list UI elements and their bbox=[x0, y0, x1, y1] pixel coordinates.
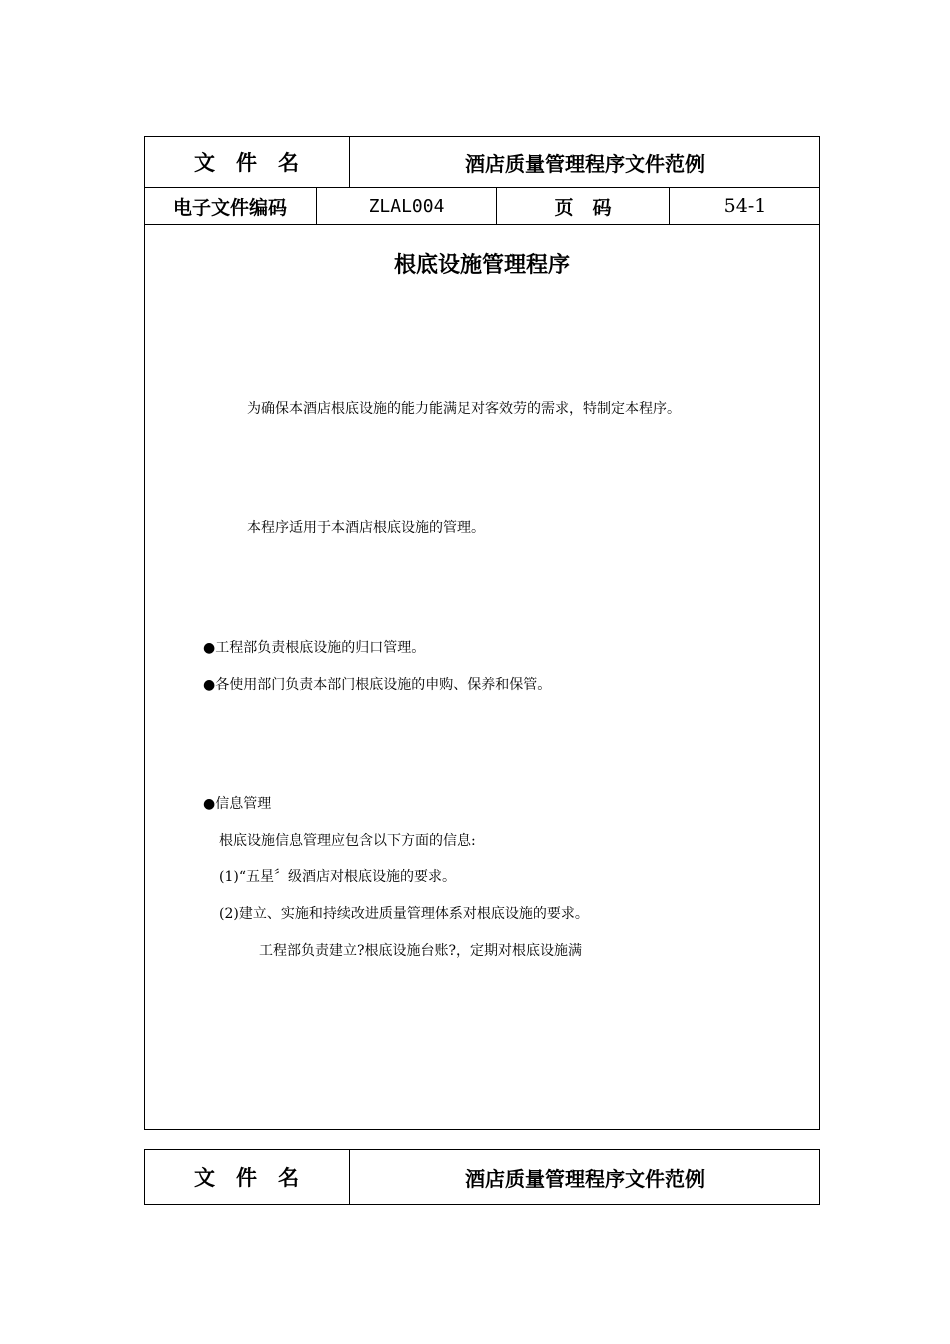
next-file-name-label: 文 件 名 bbox=[194, 1166, 299, 1190]
file-name-label: 文 件 名 bbox=[194, 151, 299, 175]
code-value: ZLAL004 bbox=[368, 195, 445, 217]
page-frame bbox=[144, 136, 820, 1130]
file-name-value: 酒店质量管理程序文件范例 bbox=[465, 151, 705, 176]
info-intro: 根底设施信息管理应包含以下方面的信息: bbox=[219, 833, 476, 849]
info-management-heading: ●信息管理 bbox=[203, 796, 272, 812]
info-item-2: (2)建立、实施和持续改进质量管理体系对根底设施的要求。 bbox=[219, 906, 589, 922]
scope-paragraph: 本程序适用于本酒店根底设施的管理。 bbox=[247, 520, 485, 536]
info-item-1: (1)“五星〞级酒店对根底设施的要求。 bbox=[219, 869, 456, 885]
next-file-name-value: 酒店质量管理程序文件范例 bbox=[465, 1166, 705, 1191]
code-label: 电子文件编码 bbox=[172, 196, 287, 219]
page-label: 页 码 bbox=[554, 196, 612, 219]
document-title: 根底设施管理程序 bbox=[393, 252, 570, 278]
purpose-paragraph: 为确保本酒店根底设施的能力能满足对客效劳的需求，特制定本程序。 bbox=[247, 401, 681, 417]
responsibility-item-2: ●各使用部门负责本部门根底设施的申购、保养和保管。 bbox=[203, 677, 552, 693]
info-item-3: 工程部负责建立?根底设施台账?，定期对根底设施满 bbox=[259, 943, 583, 959]
header-divider-2 bbox=[144, 224, 820, 225]
responsibility-item-1: ●工程部负责根底设施的归口管理。 bbox=[203, 640, 426, 656]
page-value: 54-1 bbox=[723, 195, 767, 217]
